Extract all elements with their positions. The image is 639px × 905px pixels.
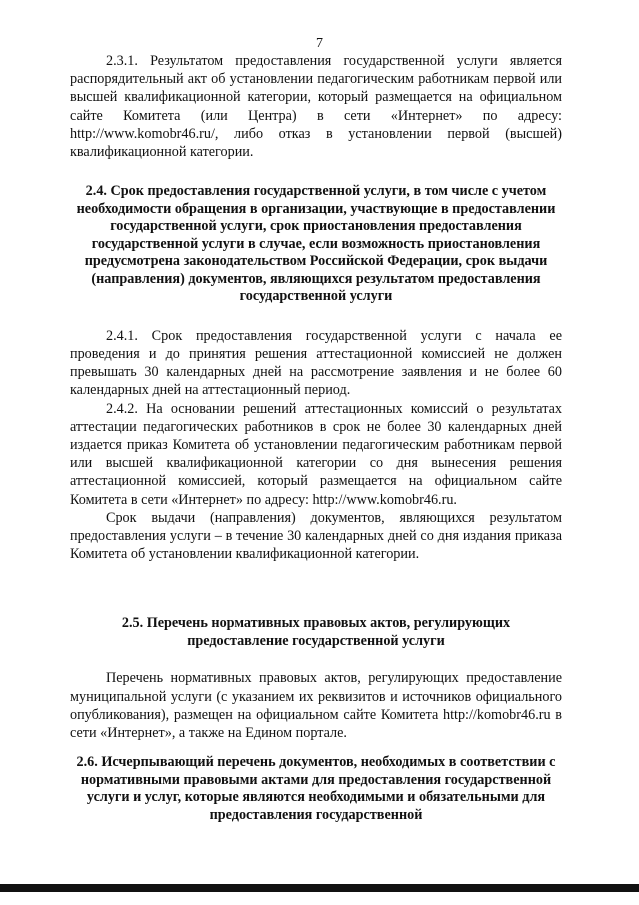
scan-edge-bar [0, 884, 639, 892]
heading-2-6: 2.6. Исчерпывающий перечень документов, необходимых в соответствии с нормативными правовыми актами для предоставления государственной услуги и услуг, которые являются необходимыми и обязательными для предоставления государственной [76, 754, 556, 823]
paragraph-issue-term: Срок выдачи (направления) документов, являющихся результатом предоставления услуги – в течение 30 календарных дней со дня издания приказа Комитета об установлении квалификационной категории. [70, 509, 562, 563]
heading-2-5: 2.5. Перечень нормативных правовых актов, регулирующих предоставление государственной услуги [121, 615, 511, 649]
paragraph-legal-acts-list: Перечень нормативных правовых актов, регулирующих предоставление муниципальной услуги (с указанием их реквизитов и источников официального опубликования), размещен на официальном сайте Комитета http://komobr46.ru в сети «Интернет», а также на Едином портале. [70, 670, 562, 741]
paragraph-2-3-1: 2.3.1. Результатом предоставления государственной услуги является распорядительный акт об установлении педагогическим работникам первой или высшей квалификационной категории, который размещается на официальном сайте Комитета (или Центра) в сети «Интернет» по адресу: http://www.komobr46.ru/, либо отказ в установлении первой (высшей) квалификационной категории. [70, 53, 562, 161]
heading-2-4: 2.4. Срок предоставления государственной услуги, в том числе с учетом необходимости обращения в организации, участвующие в предоставлении государственной услуги, срок приостановления предоставления государственной услуги в случае, если возможность приостановления предусмотрена законодательством Российской Федерации, срок выдачи (направления) документов, являющихся результатом предоставления государственной услуги [76, 183, 556, 305]
paragraph-2-4-1: 2.4.1. Срок предоставления государственной услуги с начала ее проведения и до принятия решения аттестационной комиссией не должен превышать 30 календарных дней на рассмотрение заявления и не более 60 календарных дней на аттестационный период. [70, 327, 562, 399]
page-number: 7 [316, 36, 323, 51]
paragraph-2-4-2: 2.4.2. На основании решений аттестационных комиссий о результатах аттестации педагогических работников в срок не более 30 календарных дней издается приказ Комитета об установлении педагогическим работникам первой или высшей квалификационной категории со дня вынесения решения аттестационной комиссией, который размещается на официальном сайте Комитета в сети «Интернет» по адресу: http://www.komobr46.ru. [70, 400, 562, 508]
document-body [70, 52, 562, 824]
